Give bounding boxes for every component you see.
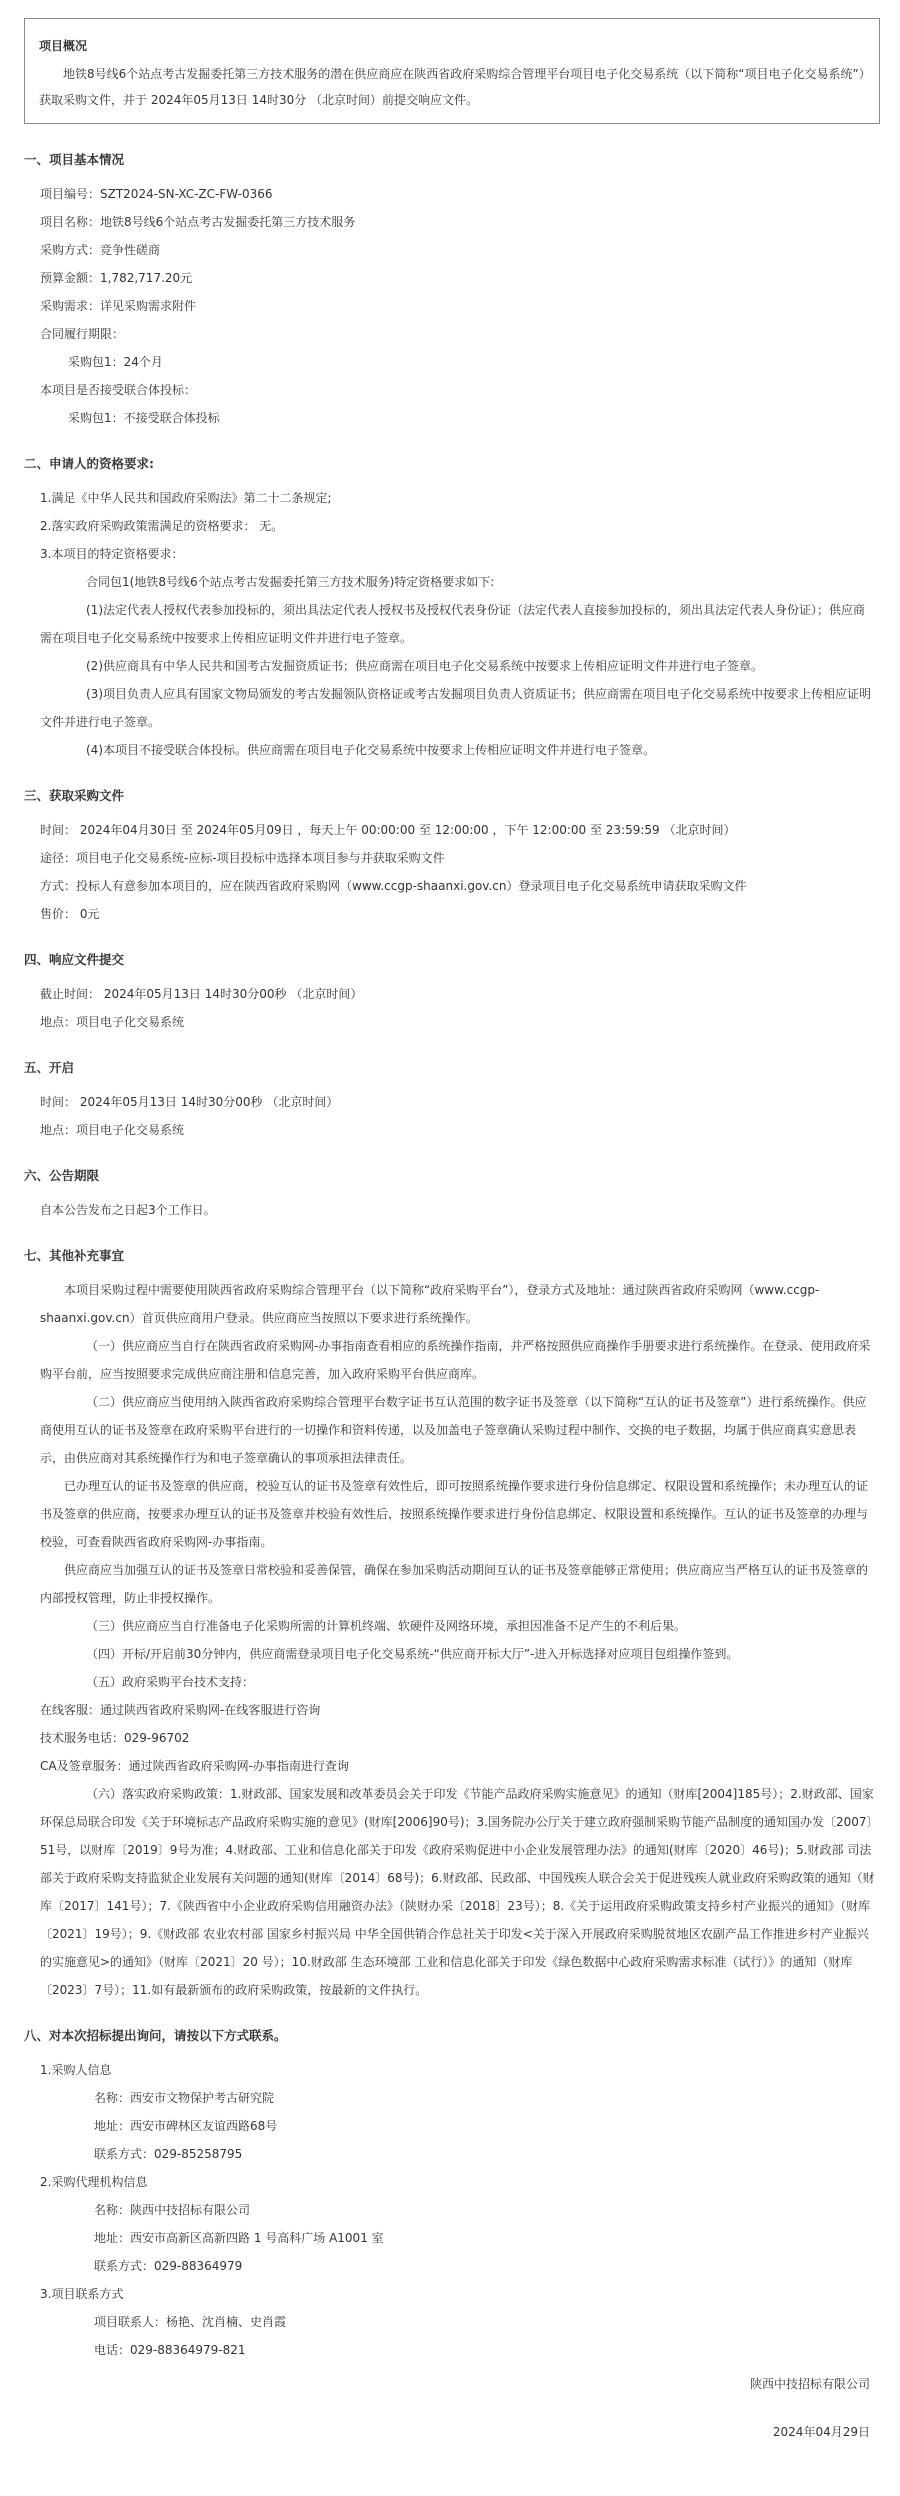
submission-location: 地点：项目电子化交易系统 xyxy=(40,1015,185,1029)
section-title: 三、获取采购文件 xyxy=(24,788,125,803)
other-matters-paragraph: （四）开标/开启前30分钟内，供应商需登录项目电子化交易系统-“供应商开标大厅”-进入开标选择对应项目包组操作签到。 xyxy=(86,1647,739,1661)
support-phone: 技术服务电话：029-96702 xyxy=(40,1731,190,1745)
section-title: 二、申请人的资格要求: xyxy=(24,456,154,471)
submission-deadline: 截止时间： 2024年05月13日 14时30分00秒 （北京时间） xyxy=(40,987,363,1001)
support-online: 在线客服：通过陕西省政府采购网-在线客服进行咨询 xyxy=(40,1703,321,1717)
consortium-package: 采购包1：不接受联合体投标 xyxy=(68,411,220,425)
notice-period-text: 自本公告发布之日起3个工作日。 xyxy=(40,1203,216,1217)
support-ca: CA及签章服务：通过陕西省政府采购网-办事指南进行查询 xyxy=(40,1759,349,1773)
policy-paragraph: （六）落实政府采购政策：1.财政部、国家发展和改革委员会关于印发《节能产品政府采购实施意见》的通知（财库[2004]185号）；2.财政部、国家环保总局联合印发《关于环境标志产品政府采购实施的意见》(财库[2006]90号)；3.国务院办公厅关于建立政府强制采购节能产品制度的通知国办发〔2007〕51号，以财库〔2019〕9号为准；4.财政部、工业和信息化部关于印发《政府采购促进中小企业发展管理办法》的通知(财库〔2020〕46号)；5.财政部 司法部关于政府采购支持监狱企业发展有关问题的通知(财库〔2014〕68号)；6.财政部、民政部、中国残疾人联合会关于促进残疾人就业政府采购政策的通知（财库〔2017〕141号）；7.《陕西省中小企业政府采购信用融资办法》（陕财办采〔2018〕23号）；8.《关于运用政府采购政策支持乡村产业振兴的通知》（财库〔2021〕19号）；9.《财政部 农业农村部 国家乡村振兴局 中华全国供销合作总社关于印发<关于深入开展政府采购脱贫地区农副产品工作推进乡村产业振兴的实施意见>的通知》（财库〔2021〕20 号）；10.财政部 生态环境部 工业和信息化部关于印发《绿色数据中心政府采购需求标准（试行）》的通知（财库〔2023〕7号）；11.如有最新颁布的政府采购政策，按最新的文件执行。 xyxy=(40,1787,875,1997)
purchaser-info-label: 1.采购人信息 xyxy=(40,2063,112,2077)
other-matters-paragraph: 本项目采购过程中需要使用陕西省政府采购综合管理平台（以下简称“政府采购平台”），登录方式及地址：通过陕西省政府采购网（www.ccgp-shaanxi.gov.cn）首页供应商用户登录。供应商应当按照以下要求进行系统操作。 xyxy=(40,1283,820,1325)
section-notice-period xyxy=(24,1166,876,1224)
section-other-matters xyxy=(24,1246,876,2004)
qualification-item: 3.本项目的特定资格要求： xyxy=(40,547,184,561)
qualification-item: (4)本项目不接受联合体投标。供应商需在项目电子化交易系统中按要求上传相应证明文件并进行电子签章。 xyxy=(86,743,656,757)
project-number: 项目编号：SZT2024-SN-XC-ZC-FW-0366 xyxy=(40,187,273,201)
opening-time: 时间： 2024年05月13日 14时30分00秒 （北京时间） xyxy=(40,1095,339,1109)
qualification-item: 1.满足《中华人民共和国政府采购法》第二十二条规定; xyxy=(40,491,332,505)
project-summary-box xyxy=(24,18,880,124)
other-matters-paragraph: （二）供应商应当使用纳入陕西省政府采购综合管理平台数字证书互认范围的数字证书及签章（以下简称“互认的证书及签章”）进行系统操作。供应商使用互认的证书及签章在政府采购平台进行的一切操作和资料传递，以及加盖电子签章确认采购过程中制作、交换的电子数据，均属于供应商真实意思表示，由供应商对其系统操作行为和电子签章确认的事项承担法律责任。 xyxy=(40,1395,867,1465)
signing-company: 陕西中技招标有限公司 xyxy=(749,2377,870,2391)
opening-location: 地点：项目电子化交易系统 xyxy=(40,1123,185,1137)
project-contact-label: 3.项目联系方式 xyxy=(40,2287,124,2301)
purchaser-name: 名称：西安市文物保护考古研究院 xyxy=(94,2091,275,2105)
summary-title: 项目概况 xyxy=(39,39,88,53)
other-matters-paragraph: （五）政府采购平台技术支持： xyxy=(86,1675,255,1689)
project-name: 项目名称：地铁8号线6个站点考古发掘委托第三方技术服务 xyxy=(40,215,356,229)
section-submission xyxy=(24,950,876,1036)
obtain-channel: 途径：项目电子化交易系统-应标-项目投标中选择本项目参与并获取采购文件 xyxy=(40,851,445,865)
publish-date: 2024年04月29日 xyxy=(772,2425,870,2439)
section-title: 一、项目基本情况 xyxy=(24,152,125,167)
section-title: 四、响应文件提交 xyxy=(24,952,125,967)
agency-address: 地址：西安市高新区高新四路 1 号高科广场 A1001 室 xyxy=(94,2231,384,2245)
project-contact-persons: 项目联系人：杨艳、沈肖楠、史肖霞 xyxy=(94,2315,287,2329)
section-basic-info xyxy=(24,150,876,432)
section-title: 八、对本次招标提出询问，请按以下方式联系。 xyxy=(24,2028,287,2043)
other-matters-paragraph: 供应商应当加强互认的证书及签章日常校验和妥善保管，确保在参加采购活动期间互认的证书及签章能够正常使用；供应商应当严格互认的证书及签章的内部授权管理，防止非授权操作。 xyxy=(40,1563,869,1605)
announcement-page xyxy=(24,18,876,2446)
qualification-item: (2)供应商具有中华人民共和国考古发掘资质证书；供应商需在项目电子化交易系统中按要求上传相应证明文件并进行电子签章。 xyxy=(86,659,764,673)
section-qualifications xyxy=(24,454,876,764)
agency-info-label: 2.采购代理机构信息 xyxy=(40,2175,148,2189)
project-contact-phone: 电话：029-88364979-821 xyxy=(94,2343,246,2357)
section-opening xyxy=(24,1058,876,1144)
contract-term-label: 合同履行期限： xyxy=(40,327,125,341)
budget-amount: 预算金额：1,782,717.20元 xyxy=(40,271,193,285)
qualification-item: 合同包1(地铁8号线6个站点考古发掘委托第三方技术服务)特定资格要求如下: xyxy=(86,575,495,589)
purchaser-contact: 联系方式：029-85258795 xyxy=(94,2147,243,2161)
agency-name: 名称：陕西中技招标有限公司 xyxy=(94,2203,251,2217)
section-title: 六、公告期限 xyxy=(24,1168,100,1183)
obtain-method: 方式：投标人有意参加本项目的，应在陕西省政府采购网（www.ccgp-shaanxi.gov.cn）登录项目电子化交易系统申请获取采购文件 xyxy=(40,879,747,893)
other-matters-paragraph: （三）供应商应当自行准备电子化采购所需的计算机终端、软硬件及网络环境，承担因准备不足产生的不利后果。 xyxy=(86,1619,687,1633)
section-contacts xyxy=(24,2026,876,2364)
obtain-time: 时间： 2024年04月30日 至 2024年05月09日 ，每天上午 00:00:00 至 12:00:00 ，下午 12:00:00 至 23:59:59 （北京时间） xyxy=(40,823,736,837)
procurement-requirement: 采购需求：详见采购需求附件 xyxy=(40,299,197,313)
consortium-label: 本项目是否接受联合体投标： xyxy=(40,383,197,397)
qualification-item: (3)项目负责人应具有国家文物局颁发的考古发掘领队资格证或考古发掘项目负责人资质证书；供应商需在项目电子化交易系统中按要求上传相应证明文件并进行电子签章。 xyxy=(40,687,872,729)
purchaser-address: 地址：西安市碑林区友谊西路68号 xyxy=(94,2119,278,2133)
summary-text: 地铁8号线6个站点考古发掘委托第三方技术服务的潜在供应商应在陕西省政府采购综合管理平台项目电子化交易系统（以下简称“项目电子化交易系统”）获取采购文件，并于 2024年05月13日 14时30分 （北京时间）前提交响应文件。 xyxy=(39,67,865,107)
section-title: 五、开启 xyxy=(24,1060,75,1075)
section-obtain-documents xyxy=(24,786,876,928)
obtain-price: 售价： 0元 xyxy=(40,907,100,921)
procurement-method: 采购方式：竞争性磋商 xyxy=(40,243,161,257)
qualification-item: 2.落实政府采购政策需满足的资格要求： 无。 xyxy=(40,519,284,533)
other-matters-paragraph: （一）供应商应当自行在陕西省政府采购网-办事指南查看相应的系统操作指南，并严格按照供应商操作手册要求进行系统操作。在登录、使用政府采购平台前，应当按照要求完成供应商注册和信息完善，加入政府采购平台供应商库。 xyxy=(40,1339,871,1381)
contract-term-package: 采购包1：24个月 xyxy=(68,355,163,369)
agency-contact: 联系方式：029-88364979 xyxy=(94,2259,243,2273)
section-title: 七、其他补充事宜 xyxy=(24,1248,125,1263)
qualification-item: (1)法定代表人授权代表参加投标的，须出具法定代表人授权书及授权代表身份证（法定代表人直接参加投标的，须出具法定代表人身份证）；供应商需在项目电子化交易系统中按要求上传相应证明文件并进行电子签章。 xyxy=(40,603,866,645)
other-matters-paragraph: 已办理互认的证书及签章的供应商，校验互认的证书及签章有效性后，即可按照系统操作要求进行身份信息绑定、权限设置和系统操作；未办理互认的证书及签章的供应商，按要求办理互认的证书及签章并校验有效性后，按照系统操作要求进行身份信息绑定、权限设置和系统操作。互认的证书及签章的办理与校验，可查看陕西省政府采购网-办事指南。 xyxy=(40,1479,869,1549)
